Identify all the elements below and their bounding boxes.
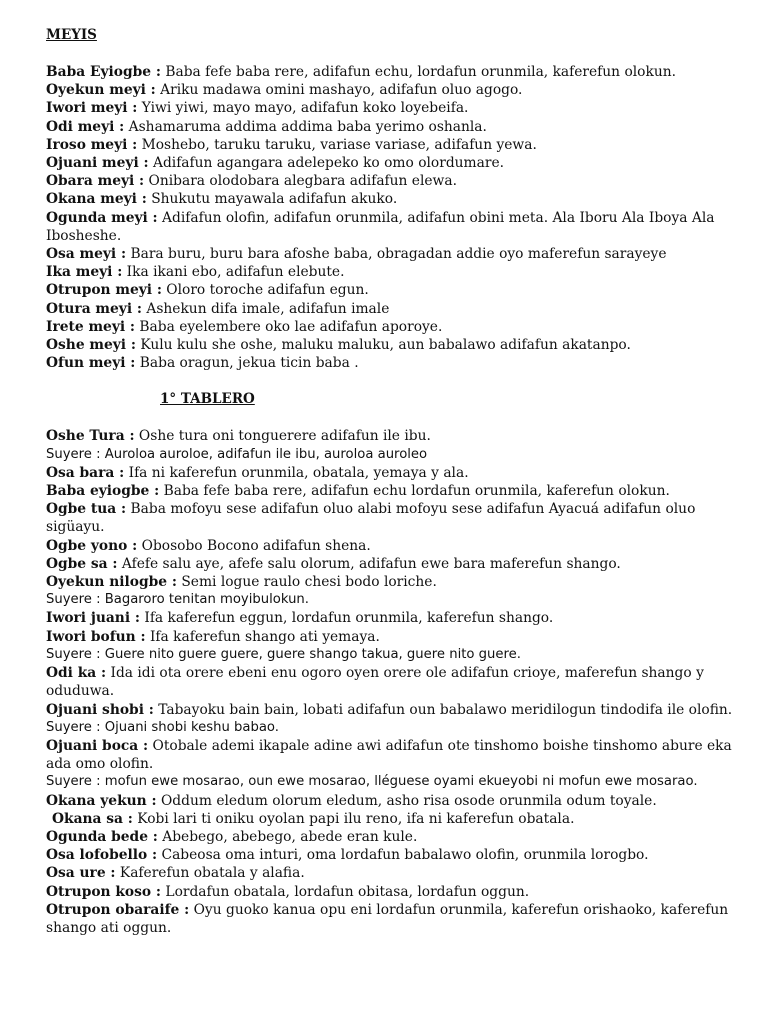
odu-name: Oyekun meyi : [46,82,156,99]
odu-text: Semi logue raulo chesi bodo loriche. [176,574,437,591]
odu-name: Otrupon obaraife : [46,901,190,918]
suyere-line [46,591,736,609]
odu-entry [46,792,736,810]
odu-entry [46,118,736,136]
odu-text: Ifa kaferefun shango ati yemaya. [145,628,380,645]
odu-text: Ifa kaferefun eggun, lordafun orunmila, kaferefun shango. [139,610,554,627]
odu-text: Afefe salu aye, afefe salu olorum, adifafun ewe bara maferefun shango. [117,555,621,572]
odu-entry [46,737,736,773]
odu-text: Ashamaruma addima addima baba yerimo oshanla. [124,118,487,135]
odu-entry [46,336,736,354]
odu-name: Osa lofobello : [46,847,158,864]
odu-text: Ida idi ota orere ebeni enu ogoro oyen orere ole adifafun crioye, maferefun shango y oduduwa. [46,665,704,700]
odu-entry [46,537,736,555]
odu-entry [46,63,736,81]
odu-text: Baba fefe baba rere, adifafun echu, lordafun orunmila, kaferefun olokun. [160,64,676,80]
odu-entry [46,209,736,245]
suyere-line [46,773,736,791]
odu-name: Ojuani shobi : [46,701,154,718]
odu-name: Irete meyi : [46,318,135,335]
odu-name: Otrupon meyi : [46,282,162,299]
odu-text: Baba eyelembere oko lae adifafun aporoye. [135,318,443,335]
odu-entry [46,154,736,172]
suyere-text: Suyere : mofun ewe mosarao, oun ewe mosarao, lléguese oyami ekueyobi ni mofun ewe mosarao. [46,774,698,790]
odu-name: Baba Eyiogbe : [46,64,161,80]
odu-entry [46,628,736,646]
suyere-line [46,646,736,664]
odu-name: Iwori bofun : [46,628,146,645]
section-title-tablero: 1° TABLERO [160,391,255,408]
odu-entry [46,846,736,864]
odu-name: Ogbe tua : [46,501,127,518]
odu-entry [46,354,736,372]
odu-text: Baba mofoyu sese adifafun oluo alabi mofoyu sese adifafun Ayacuá adifafun oluo sigüayu. [46,501,696,536]
odu-entry [46,828,736,846]
odu-text: Cabeosa oma inturi, oma lordafun babalawo olofin, orunmila lorogbo. [157,847,649,864]
odu-text: Adifafun agangara adelepeko ko omo olordumare. [148,155,504,172]
odu-entry [46,245,736,263]
odu-name: Okana meyi : [46,191,147,208]
odu-text: Oyu guoko kanua opu eni lordafun orunmila, kaferefun orishaoko, kaferefun shango ati oggun. [46,901,729,936]
odu-entry [46,300,736,318]
odu-entry [46,136,736,154]
odu-text: Ashekun difa imale, adifafun imale [141,300,390,317]
odu-name: Odi meyi : [46,118,125,135]
odu-name: Iwori meyi : [46,100,138,117]
odu-entry [46,810,742,828]
odu-name: Otrupon koso : [46,883,162,900]
odu-text: Oshe tura oni tonguerere adifafun ile ibu. [134,428,431,445]
odu-text: Ika ikani ebo, adifafun elebute. [122,264,345,281]
odu-entry [46,190,736,208]
odu-text: Kulu kulu she oshe, maluku maluku, aun babalawo adifafun akatanpo. [135,337,631,354]
suyere-line [46,446,736,464]
odu-text: Otobale ademi ikapale adine awi adifafun ote tinshomo boishe tinshomo abure eka ada omo olofin. [46,737,732,773]
odu-entry [46,99,736,117]
odu-entry [46,281,736,299]
suyere-text: Suyere : Guere nito guere guere, guere shango takua, guere nito guere. [46,646,521,662]
odu-name: Osa ure : [46,865,116,882]
odu-text: Kobi lari ti oniku oyolan papi ilu reno, ifa ni kaferefun obatala. [132,810,575,827]
odu-text: Yiwi yiwi, mayo mayo, adifafun koko loyebeifa. [137,100,469,117]
odu-name: Okana sa : [52,810,133,827]
odu-name: Oyekun nilogbe : [46,574,177,591]
odu-name: Oshe meyi : [46,337,136,354]
odu-name: Ogunda meyi : [46,209,158,226]
odu-text: Baba fefe baba rere, adifafun echu lordafun orunmila, kaferefun olokun. [159,483,670,500]
suyere-line [46,719,736,737]
suyere-text: Suyere : Auroloa auroloe, adifafun ile ibu, auroloa auroleo [46,446,428,462]
odu-entry [46,318,736,336]
odu-name: Oshe Tura : [46,428,135,445]
odu-entry [46,427,736,445]
odu-text: Shukutu mayawala adifafun akuko. [146,191,398,208]
odu-text: Moshebo, taruku taruku, variase variase, adifafun yewa. [137,136,537,153]
odu-name: Iroso meyi : [46,136,138,153]
odu-text: Lordafun obatala, lordafun obitasa, lordafun oggun. [161,883,530,900]
odu-text: Kaferefun obatala y alafia. [115,865,305,882]
odu-name: Iwori juani : [46,610,140,627]
odu-text: Ifa ni kaferefun orunmila, obatala, yemaya y ala. [124,464,469,481]
odu-entry [46,555,736,573]
odu-entry [46,864,736,882]
odu-name: Otura meyi : [46,300,142,317]
odu-entry [46,701,736,719]
odu-name: Ofun meyi : [46,355,136,372]
odu-name: Osa bara : [46,464,125,481]
odu-entry [46,609,736,627]
suyere-text: Suyere : Ojuani shobi keshu babao. [46,719,279,735]
odu-entry [46,172,736,190]
odu-entry [46,883,736,901]
section-title-meyis: MEYIS [46,27,97,43]
odu-entry [46,482,736,500]
odu-name: Ogunda bede : [46,828,158,845]
odu-text: Adifafun olofin, adifafun orunmila, adifafun obini meta. Ala Iboru Ala Iboya Ala Ibosheshe. [46,209,715,244]
odu-name: Ojuani boca : [46,737,149,754]
odu-name: Ogbe sa : [46,555,118,572]
odu-name: Ogbe yono : [46,537,138,554]
odu-text: Abebego, abebego, abede eran kule. [157,828,418,845]
odu-entry [46,573,736,591]
odu-name: Odi ka : [46,665,107,682]
odu-text: Bara buru, buru bara afoshe baba, obragadan addie oyo maferefun sarayeye [126,246,667,263]
odu-text: Tabayoku bain bain, lobati adifafun oun babalawo meridilogun tindodifa ile olofin. [153,701,733,718]
odu-text: Oddum eledum olorum eledum, asho risa osode orunmila odum toyale. [156,792,657,809]
odu-entry [46,464,736,482]
odu-name: Ojuani meyi : [46,155,149,172]
odu-text: Ariku madawa omini mashayo, adifafun oluo agogo. [155,82,523,99]
odu-name: Osa meyi : [46,246,127,263]
odu-text: Baba oragun, jekua ticin baba . [135,355,359,372]
odu-text: Oloro toroche adifafun egun. [161,282,369,299]
meyis-list [46,63,738,372]
odu-entry [46,664,736,700]
odu-text: Obosobo Bocono adifafun shena. [137,537,371,554]
odu-name: Obara meyi : [46,173,145,190]
odu-entry [46,263,736,281]
odu-entry [46,500,736,536]
odu-name: Baba eyiogbe : [46,483,160,500]
odu-entry [46,81,736,99]
tablero-list [46,427,738,937]
odu-name: Ika meyi : [46,264,123,281]
odu-name: Okana yekun : [46,792,157,809]
odu-entry [46,901,736,937]
odu-text: Onibara olodobara alegbara adifafun elewa. [144,173,457,190]
suyere-text: Suyere : Bagaroro tenitan moyibulokun. [46,592,309,608]
